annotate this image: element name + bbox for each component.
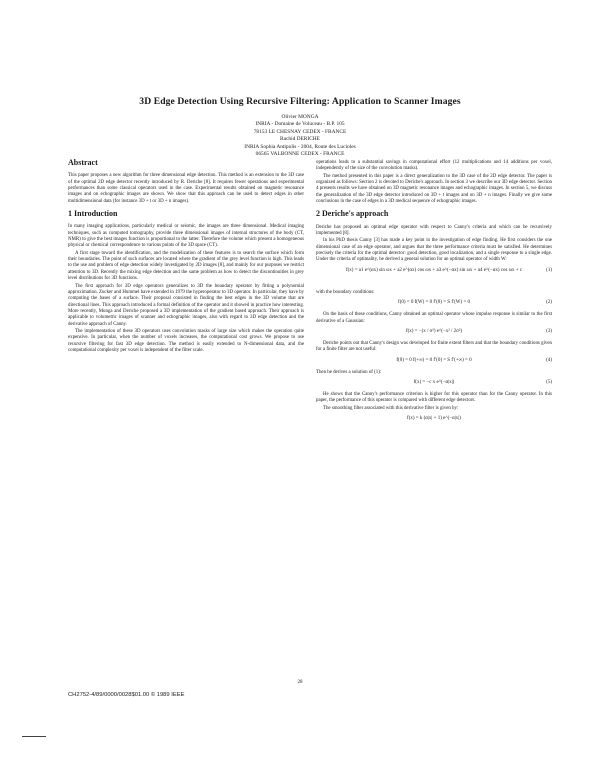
abstract-text: This paper proposes a new algorithm for three dimensional edge detection. This method is an extension to the 3D case of the optimal 2D edge detector recently introduced by R. Deriche [8]. It requires fewer operations and experimental performances than some classical operators used in the case. Experimental results obtained on magnetic resonance images and on echographic images are shown. We show that this approach can be used to detect edges in other multidimensional data (for instance 3D + t or 3D + n images). bbox=[68, 173, 304, 204]
page-number: 28 bbox=[297, 680, 303, 685]
author-block bbox=[0, 114, 600, 158]
body-paragraph: operations leads to a substantial savings in computational effort (12 multiplications and 14 additions per voxel, independently of the size of the convolution masks). bbox=[316, 160, 552, 172]
paper-title: 3D Edge Detection Using Recursive Filtering: Application to Scanner Images bbox=[139, 96, 461, 107]
body-paragraph: Deriche has proposed an optimal edge operator with respect to Canny's criteria and which can be recursively implemented [8]. bbox=[316, 224, 552, 237]
equation-1 bbox=[316, 268, 552, 286]
author-name: Olivier MONGA bbox=[281, 114, 319, 120]
body-paragraph: In his PhD thesis Canny [3] has made a key point in the investigation of edge finding. He first considers the one dimensional case of an edge operator, and argues that the three performance criteria must be satisfied. He determines precisely the criteria for the optimal detector: good detection, good localization, and a single response to a single edge. Under the criteria of optimality, he derived a general solution for an optimal operator of width W: bbox=[316, 238, 552, 263]
left-column bbox=[68, 160, 304, 355]
section-heading-deriche: 2 Deriche's approach bbox=[316, 209, 389, 219]
equation-number: (4) bbox=[546, 357, 552, 363]
body-paragraph: The smoothing filter associated with this derivative filter is given by: bbox=[323, 405, 459, 411]
body-paragraph: Then he derives a solution of (1): bbox=[316, 369, 382, 375]
intro-paragraph: The first approach for 3D edge operators generalizes to 3D the boundary operator by fitting a polynomial approximation. Zucker and Hummel have extended in 1979 the hyperoperator to 3D operator. In particular, they have by computing the bases of a surface. Their proposal consisted in finding the best edges in the 3D volume that are directional lines. This approach introduced a formal definition of the operator and it showed in practice how interesting. More recently, Monga and Deriche proposed a 3D implementation of the gradient based approach. Their approach is applicable to volumetric images of scanner and echographic images, also with regard to 3D edge detection and the derivative approach of Canny. bbox=[68, 283, 304, 327]
author-address: 06565 VALBONNE CEDEX - FRANCE bbox=[255, 151, 345, 158]
equation-number: (5) bbox=[546, 379, 552, 385]
abstract-heading: Abstract bbox=[68, 158, 98, 167]
author-name: Rachid DERICHE bbox=[280, 136, 320, 143]
copyright-code: CH2752-4/89/0000/0028$01.00 © 1989 IEEE bbox=[68, 692, 185, 698]
intro-paragraph: In many imaging applications, particularly medical or seismic, the images are three dimensional. Medical imaging techniques, such as computed tomography, provide three dimensional images of internal structures of the body (CT, NMR) to give the best images function is proportional to the latter. Therefore the volume which present a homogeneous physical or chemical correspondence to various points of the 3D space (CT). bbox=[68, 224, 304, 249]
equation-body: f(0) = 0 f(+∞) = 0 f′(0) = S f′(+∞) = 0 bbox=[396, 357, 472, 363]
author-affiliation: INRIA - Domaine de Voluceau - B.P. 105 bbox=[255, 121, 345, 128]
equation-body: f(x) = k (α|x| + 1) e^(−α|x|) bbox=[407, 415, 461, 421]
author-affiliation: INRIA Sophia Antipolis - 2004, Route des Lucioles bbox=[244, 143, 356, 150]
equation-4 bbox=[316, 358, 552, 366]
equation-number: (2) bbox=[546, 300, 552, 306]
author-address: 78153 LE CHESNAY CEDEX - FRANCE bbox=[253, 128, 347, 135]
body-paragraph: with the boundary conditions: bbox=[316, 289, 375, 295]
equation-3 bbox=[316, 329, 552, 337]
body-paragraph: Deriche points out that Canny's design was developed for finite extent filters and that the boundary conditions given for a finite filter are not useful: bbox=[316, 340, 552, 353]
equation-number: (1) bbox=[546, 267, 552, 273]
right-column bbox=[316, 160, 552, 428]
equation-body: f(x) = −c x e^(−α|x|) bbox=[413, 379, 455, 385]
equation-number: (3) bbox=[546, 328, 552, 334]
body-paragraph: He shows that the Canny's performance criterion is higher for this operator than for the Canny operator. In this paper, the performance of this operator is compared with different edge detectors. bbox=[316, 391, 552, 404]
intro-paragraph: The implementation of these 3D operators uses convolution masks of large size which makes the operation quite expensive. In particular, when the number of voxels increases, the computational cost grows. We propose to use recursive filtering for fast 3D edge detection. The method is easily extended to N-dimensional data, and the computational complexity per voxel is independent of the filter scale. bbox=[68, 328, 304, 353]
equation-body: f(x) = a1 e^(αx) sin ωx + a2 e^(αx) cos ωx + a3 e^(−αx) sin ωx + a4 e^(−αx) cos ωx + c bbox=[345, 267, 523, 273]
section-heading-introduction: 1 Introduction bbox=[68, 209, 118, 219]
equation-2 bbox=[316, 300, 552, 308]
margin-mark bbox=[22, 736, 46, 737]
equation-body: f(0) = 0 f(W) = 0 f′(0) = S f′(W) = 0 bbox=[398, 300, 470, 306]
body-paragraph: On the basis of these conditions, Canny obtained an optimal operator whose impulse response is similar to the first derivative of a Gaussian: bbox=[316, 312, 552, 324]
body-paragraph: The method presented in this paper is a direct generalization to the 3D case of the 2D edge detector. The paper is organized as follows: Section 2 is devoted to Deriche's approach. In section 3 we describe our 3D edge detector. Section 4 presents results we have obtained on 3D magnetic resonance images and echographic images. In section 5, we discuss the generalization of the 3D edge detector introduced on 3D + t images and on 3D + n images. Finally we give some conclusions in the case of edges in a 3D medical sequence of echographic images. bbox=[316, 173, 552, 205]
intro-paragraph: A first stage toward the identification, and the modelization of these features is to search the surface which form their boundaries. The point of such surfaces are located where the gradient of the grey level function is high. This leads to the use and problem of edge detection widely investigated by 2D images [8], and mainly for our purposes we restrict attention to 3D. Recently the mixing edge detection and the same problem as how to detect the discontinuities in grey level distributions for 3D functions. bbox=[68, 250, 304, 282]
equation-6 bbox=[316, 416, 552, 424]
equation-5 bbox=[316, 380, 552, 388]
equation-body: f(x) = −(x / σ²) e^(−x² / 2σ²) bbox=[405, 328, 463, 334]
